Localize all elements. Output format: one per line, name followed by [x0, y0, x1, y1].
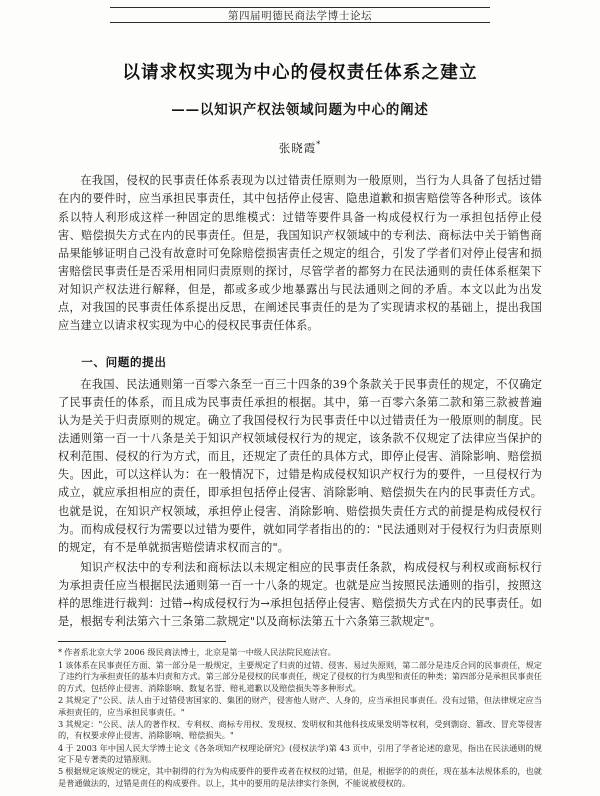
- footnote-item: [58, 660, 542, 695]
- abstract-paragraph: 在我国，侵权的民事责任体系表现为以过错责任原则为一般原则，当行为人具备了包括过错在内的要件时，应当承担民事责任，其中包括停止侵害、隐患道歉和损害赔偿等各种形式。该体系以特人利形成这样一种固定的思维模式：过错等要件具备一构成侵权行为一承担包括停止侵害、赔偿损失方式在内的民事责任。但是，我国知识产权领域中的专利法、商标法中关于销售商品果能够证明自己没有故意时可免除赔偿损害责任之规定的组合，引发了学者们对停止侵害和损害赔偿民事责任是否采用相同归责原则的探讨，尽管学者的都努力在民法通则的责任体系框架下对知识产权法进行解释，但是，都或多或少地暴露出与民法通则之间的矛盾。本文以此为出发点，对我国的民事责任体系提出反思，在阐述民事责任的是为了实现请求权的基础上，提出我国应当建立以请求权实现为中心的侵权民事责任体系。: [58, 174, 542, 333]
- footnote-separator: [58, 641, 226, 642]
- author-footnote-mark: *: [316, 140, 322, 150]
- page-title: 以请求权实现为中心的侵权责任体系之建立: [122, 63, 478, 83]
- footnote-mark: 1: [58, 659, 64, 670]
- footnote-text: 于 2003 年中国人民大学博士论文《各条项知产权理论研究》(侵权法学)第 43 页中，引用了学者论述的意见，指出在民法通则的规定下是专著类的过错原则。: [58, 742, 542, 765]
- footnote-text: 其规定："公民、法人的著作权、专利权、商标专用权、发现权、发明权和其他科技成果发明等权利，受到剽窃、篡改、冒充等侵害的，有权要求停止侵害、消除影响、赔偿损失。": [58, 718, 542, 741]
- footnote-mark: 4: [58, 742, 64, 753]
- footnote-mark: 2: [58, 695, 64, 706]
- section1-paragraph-1: 在我国、民法通则第一百零六条至一百三十四条的39个条款关于民事责任的规定，不仅确定了民事责任的体系，而且成为民事责任承担的根据。其中，第一百零六条第二款和第三款被普遍认为是关于归责原则的规定。确立了我国侵权行为民事责任中以过错责任为一般原则的制度。民法通则第一百一十八条是关于知识产权领域侵权行为的规定，该条款不仅规定了法律应当保护的权利范围、侵权的行为方式，而且，还规定了责任的具体方式，即停止侵害、消除影响、赔偿损失。因此，可以这样认为：在一般情况下，过错是构成侵权知识产权行为的要件，一旦侵权行为成立，就应承担相应的责任，即承担包括停止侵害、消除影响、赔偿损失在内的民事责任方式。也就是说，在知识产权领域，承担停止侵害、消除影响、赔偿损失责任方式的前提是构成侵权行为。而构成侵权行为需要以过错为要件，就如同学者指出的的："民法通则对于侵权行为归责原则的规定，有不是单就损害赔偿请求权而言的"。: [58, 377, 542, 554]
- running-header: [0, 0, 600, 26]
- footnote-mark: 3: [58, 718, 64, 729]
- running-header-title: 第四届明德民商法学博士论坛: [227, 10, 373, 22]
- section1-paragraph-2: 知识产权法中的专利法和商标法以未规定相应的民事责任条款，构成侵权与利权或商标权行为承担责任应当根据民法通则第一百一十八条的规定。也就是应当按照民法通则的指引，按照这样的思维进行裁判：过错→构成侵权行为→承担包括停止侵害、赔偿损失方式在内的民事责任。如是，根据专利法第六十三条第二款规定"以及商标法第五十六条第三款规定"。: [58, 560, 542, 629]
- author-line: [58, 140, 542, 156]
- title-block: [58, 60, 542, 118]
- footnote-text: 作者系北京大学 2006 级民商法博士，北京是第一中级人民法院民庭法官。: [64, 647, 336, 658]
- footnote-item: [58, 719, 542, 742]
- footnote-item: [58, 743, 542, 766]
- footnote-item: [58, 695, 542, 718]
- section-heading-1: 一、问题的提出: [81, 354, 167, 369]
- footnote-item: [58, 766, 542, 789]
- footnote-item: [58, 647, 542, 659]
- footnote-mark: 5: [58, 766, 64, 777]
- page-subtitle: ——以知识产权法领域问题为中心的阐述: [171, 102, 429, 119]
- footnote-text: 该体系在民事责任方面、第一部分是一般规定，主要规定了归责的过错、侵害、易过失原则，第二部分是违反合同的民事责任，规定了违约行为承担责任的基本归责和方式。第三部分是侵权的民事责任，规定了侵权的行为典型和责任的种类；第四部分是承担民事责任的方式，包括停止侵害、消除影响、数复名誉、赔礼道歉以及赔偿损失等多种形式。: [58, 659, 542, 693]
- footnote-text: 其规定了"公民、法人由于过错侵害国家的、集团的财产，侵害他人财产、人身的，应当承担民事责任。没有过错，但法律规定应当承担责任的，应当承担民事责任。": [58, 695, 542, 717]
- footnote-text: 根据规定该规定的规定，其中制得的行为为构成要件的要件或者在权权的过错，但是，根据学的的责任，现在基本法规体系的，也就是普通做法的，过错是责任的构成要件。以上，其中的要用的是法律实行条例，不能说被侵权的。: [58, 766, 542, 789]
- author-name: 张晓霞: [278, 141, 317, 156]
- footnote-mark: *: [58, 647, 63, 658]
- footnotes-block: [58, 647, 542, 789]
